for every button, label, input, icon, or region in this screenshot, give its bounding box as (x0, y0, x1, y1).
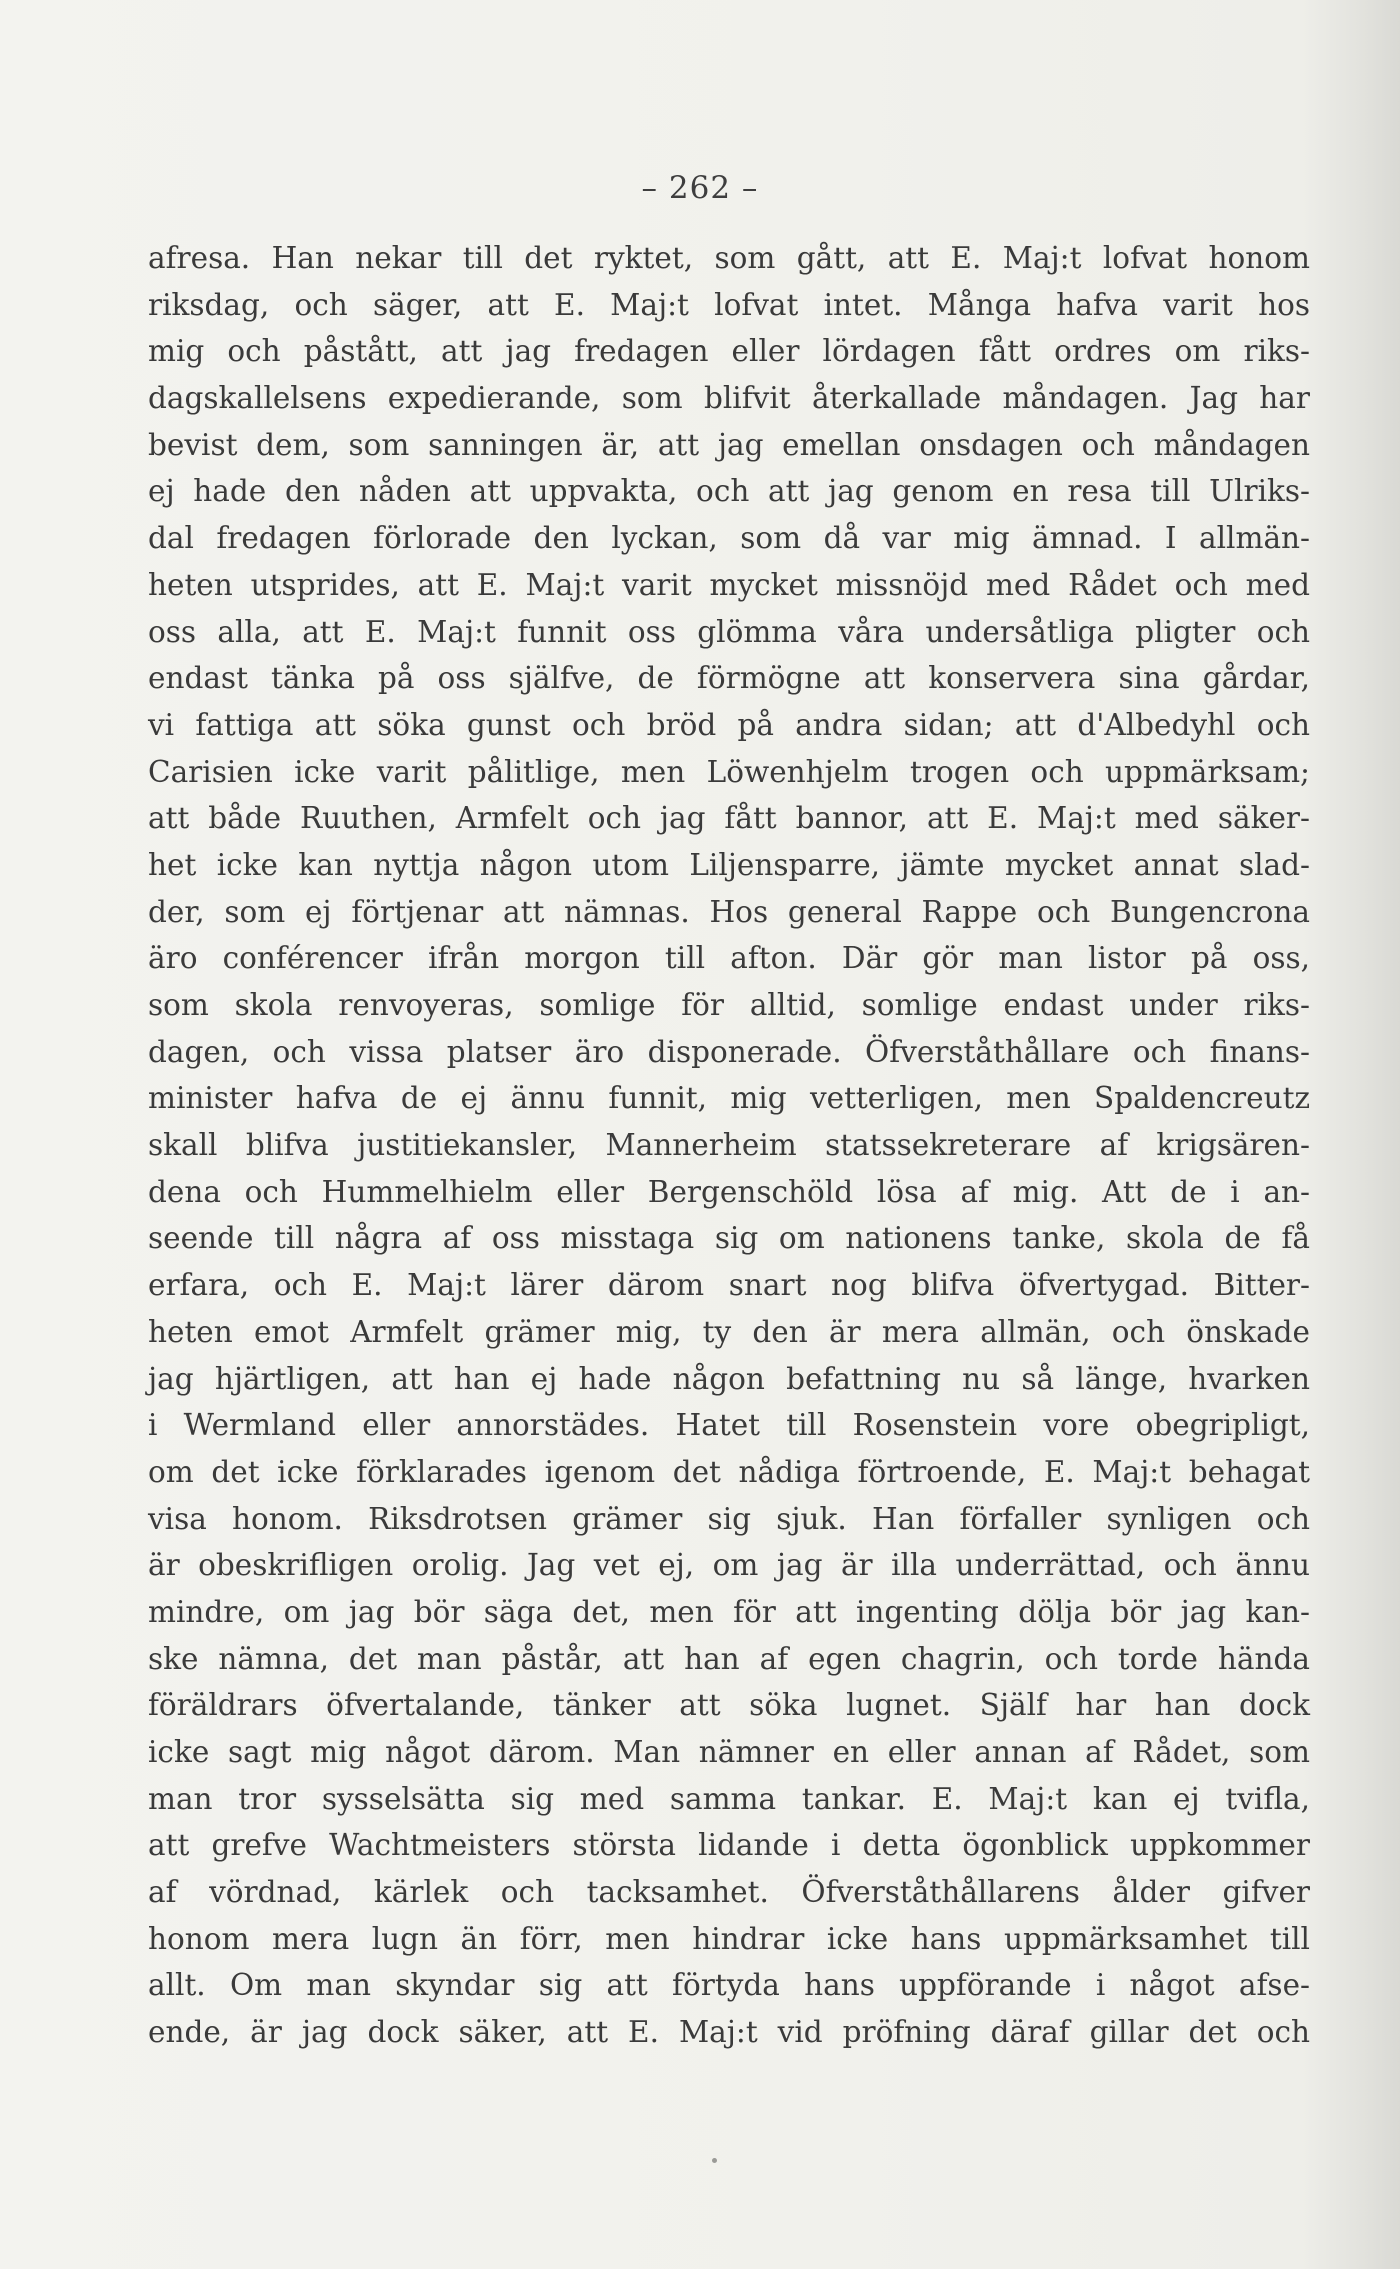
text-line: Carisien icke varit pålitlige, men Löwenhjelm trogen och uppmärksam; (148, 754, 1310, 789)
text-line: att både Ruuthen, Armfelt och jag fått bannor, att E. Maj:t med säker- (148, 801, 1310, 836)
text-line: erfara, och E. Maj:t lärer därom snart nog blifva öfvertygad. Bitter- (148, 1268, 1310, 1303)
text-line: dagen, och vissa platser äro disponerade. Öfverståthållare och finans- (148, 1034, 1310, 1069)
text-line: är obeskrifligen orolig. Jag vet ej, om jag är illa underrättad, och ännu (148, 1548, 1310, 1583)
text-line: dagskallelsens expedierande, som blifvit återkallade måndagen. Jag har (148, 381, 1310, 416)
text-line: man tror sysselsätta sig med samma tankar. E. Maj:t kan ej tvifla, (148, 1781, 1310, 1816)
text-line: att grefve Wachtmeisters största lidande i detta ögonblick uppkommer (148, 1828, 1310, 1863)
text-line: endast tänka på oss själfve, de förmögne att konservera sina gårdar, (148, 661, 1310, 696)
body-text (148, 235, 1310, 2056)
text-line: mig och påstått, att jag fredagen eller lördagen fått ordres om riks- (148, 334, 1310, 369)
text-line: allt. Om man skyndar sig att förtyda hans uppförande i något afse- (148, 1968, 1310, 2003)
text-line: ende, är jag dock säker, att E. Maj:t vid pröfning däraf gillar det och (148, 2015, 1310, 2050)
paper-speck (712, 2158, 717, 2163)
text-line: afresa. Han nekar till det ryktet, som gått, att E. Maj:t lofvat honom (148, 241, 1310, 275)
text-line: icke sagt mig något därom. Man nämner en eller annan af Rådet, som (148, 1735, 1310, 1769)
text-line: het icke kan nyttja någon utom Liljensparre, jämte mycket annat slad- (148, 847, 1310, 882)
text-line: heten utsprides, att E. Maj:t varit mycket missnöjd med Rådet och med (148, 567, 1310, 602)
text-line: visa honom. Riksdrotsen grämer sig sjuk. Han förfaller synligen och (148, 1501, 1310, 1536)
text-line: oss alla, att E. Maj:t funnit oss glömma våra undersåtliga pligter och (148, 614, 1310, 649)
text-line: vi fattiga att söka gunst och bröd på andra sidan; att d'Albedyhl och (148, 707, 1310, 742)
text-line: der, som ej förtjenar att nämnas. Hos general Rappe och Bungencrona (148, 894, 1310, 929)
text-line: heten emot Armfelt grämer mig, ty den är mera allmän, och önskade (148, 1314, 1310, 1349)
text-line: honom mera lugn än förr, men hindrar icke hans uppmärksamhet till (148, 1921, 1310, 1956)
text-line: ej hade den nåden att uppvakta, och att jag genom en resa till Ulriks- (148, 474, 1310, 509)
text-line: föräldrars öfvertalande, tänker att söka lugnet. Själf har han dock (148, 1688, 1310, 1723)
text-line: af vördnad, kärlek och tacksamhet. Öfverståthållarens ålder gifver (148, 1875, 1310, 1910)
text-line: skall blifva justitiekansler, Mannerheim statssekreterare af krigsären- (148, 1128, 1310, 1163)
text-line: ske nämna, det man påstår, att han af egen chagrin, och torde hända (148, 1641, 1310, 1676)
text-line: bevist dem, som sanningen är, att jag emellan onsdagen och måndagen (148, 427, 1310, 462)
text-line: äro conférencer ifrån morgon till afton. Där gör man listor på oss, (148, 941, 1310, 976)
text-line: dal fredagen förlorade den lyckan, som då var mig ämnad. I allmän- (148, 521, 1310, 556)
text-line: som skola renvoyeras, somlige för alltid, somlige endast under riks- (148, 988, 1310, 1022)
text-line: i Wermland eller annorstädes. Hatet till Rosenstein vore obegripligt, (148, 1408, 1310, 1443)
page-number: – 262 – (641, 170, 759, 206)
text-line: riksdag, och säger, att E. Maj:t lofvat intet. Många hafva varit hos (148, 287, 1310, 322)
text-line: om det icke förklarades igenom det nådiga förtroende, E. Maj:t behagat (148, 1454, 1310, 1489)
text-line: minister hafva de ej ännu funnit, mig vetterligen, men Spaldencreutz (148, 1081, 1310, 1116)
text-line: dena och Hummelhielm eller Bergenschöld lösa af mig. Att de i an- (148, 1174, 1310, 1209)
text-line: jag hjärtligen, att han ej hade någon befattning nu så länge, hvarken (148, 1361, 1310, 1396)
text-line: mindre, om jag bör säga det, men för att ingenting dölja bör jag kan- (148, 1594, 1310, 1629)
text-line: seende till några af oss misstaga sig om nationens tanke, skola de få (148, 1221, 1310, 1256)
